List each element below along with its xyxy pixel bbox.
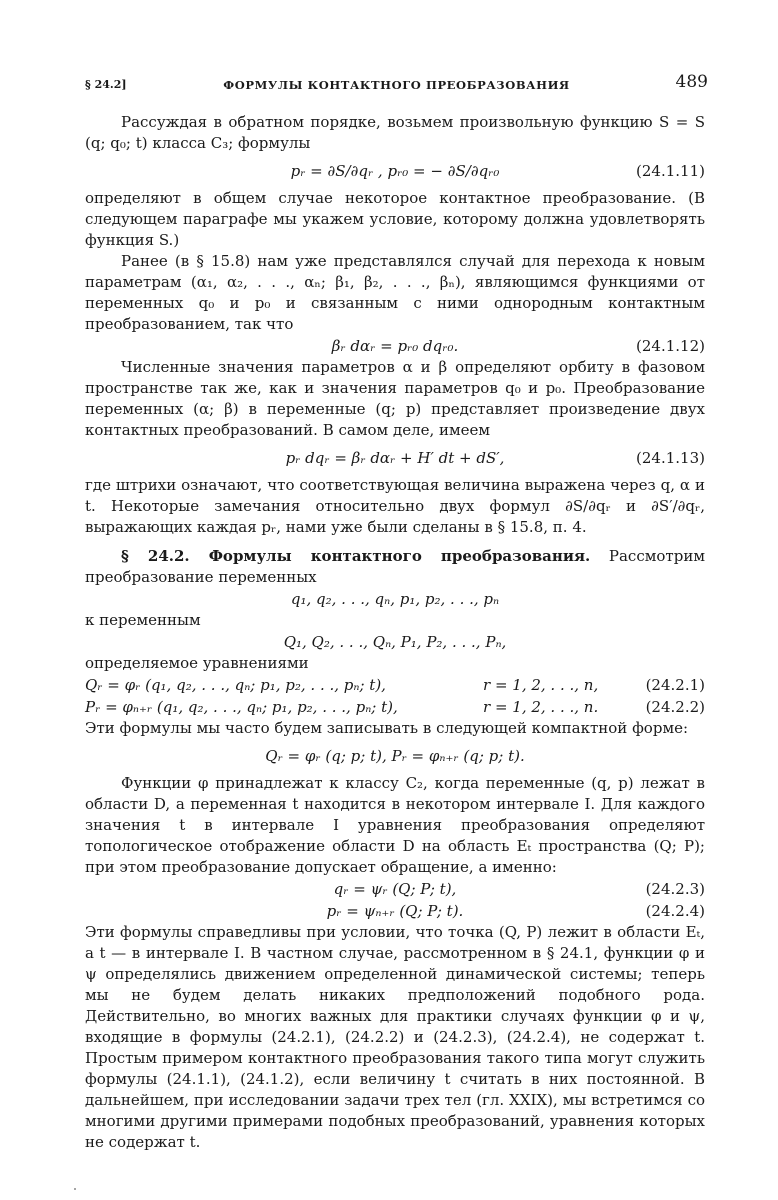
header-section-ref: § 24.2] (85, 78, 127, 91)
equation-24-1-11-number: (24.1.11) (636, 162, 705, 180)
equation-24-2-4-formula: pᵣ = ψₙ₊ᵣ (Q; P; t). (326, 902, 464, 920)
print-speck (74, 1188, 76, 1190)
equation-24-1-11-formula: pᵣ = ∂S/∂qᵣ , pᵣ₀ = − ∂S/∂qᵣ₀ (290, 162, 500, 180)
paragraph-9: Эти формулы мы часто будем записывать в следующей компактной форме: (85, 719, 689, 737)
equation-24-2-1 (85, 674, 705, 696)
equation-compact-formula: Qᵣ = φᵣ (q; p; t), Pᵣ = φₙ₊ᵣ (q; p; t). (265, 747, 525, 765)
paragraph-4: Численные значения параметров α и β определяют орбиту в фазовом пространстве так же, как и значения параметров q₀ и p₀. Преобразование переменных (α; β) в переменные (q; p) представляет произведение двух контактных преобразований. В самом деле, имеем (85, 358, 705, 439)
paragraph-5: где штрихи означают, что соответствующая величина выражена через q, α и t. Некоторые замечания относительно двух формул ∂S/∂qᵣ и ∂S′/∂qᵣ, выражающих каждая pᵣ, нами уже были сделаны в § 15.8, п. 4. (85, 476, 705, 536)
variables-q: q₁, q₂, . . ., qₙ, p₁, p₂, . . ., pₙ (290, 590, 500, 608)
paragraph-11: Эти формулы справедливы при условии, что точка (Q, P) лежит в области Eₜ, а t — в интервале I. В частном случае, рассмотренном в § 24.1, функции φ и ψ определялись движением определенной динамической системы; теперь мы не будем делать никаких предположений подобного рода. Действительно, во многих важных для практики случаях функции φ и ψ, входящие в формулы (24.2.1), (24.2.2) и (24.2.3), (24.2.4), не содержат t. Простым примером контактного преобразования такого типа могут служить формулы (24.1.1), (24.1.2), если величину t считать в них постоянной. В дальнейшем, при исследовании задачи трех тел (гл. XXIX), мы встретимся со многими другими примерами подобных преобразований, уравнения которых не содержат t. (85, 923, 705, 1151)
page-body (85, 112, 705, 1153)
equation-24-1-13-number: (24.1.13) (636, 449, 705, 467)
running-header (85, 72, 708, 96)
variables-q-line (85, 588, 705, 610)
section-title: § 24.2. Формулы контактного преобразования. (121, 547, 591, 565)
equation-24-1-12-formula: βᵣ dαᵣ = pᵣ₀ dqᵣ₀. (331, 337, 459, 355)
paragraph-7: к переменным (85, 611, 201, 629)
header-title: ФОРМУЛЫ КОНТАКТНОГО ПРЕОБРАЗОВАНИЯ (223, 78, 570, 92)
equation-24-2-2-left: Pᵣ = φₙ₊ᵣ (q₁, q₂, . . ., qₙ; p₁, p₂, . . ., pₙ; t), (85, 698, 398, 716)
paragraph-6: Рассмотрим преобразование переменных (85, 547, 705, 586)
page-number: 489 (675, 72, 708, 92)
equation-24-2-2-range: r = 1, 2, . . ., n. (483, 698, 599, 716)
equation-24-2-4 (85, 900, 705, 922)
paragraph-8: определяемое уравнениями (85, 654, 309, 672)
equation-24-1-11 (85, 154, 705, 188)
equation-24-1-13 (85, 441, 705, 475)
equation-24-2-3-number: (24.2.3) (645, 880, 705, 898)
equation-24-2-2-number: (24.2.2) (645, 698, 705, 716)
equation-24-1-12 (85, 335, 705, 357)
section-paragraph (85, 546, 705, 588)
paragraph-1: Рассуждая в обратном порядке, возьмем произвольную функцию S = S (q; q₀; t) класса C₃; формулы (85, 113, 705, 152)
paragraph-2: определяют в общем случае некоторое контактное преобразование. (В следующем параграфе мы укажем условие, которому должна удовлетворять функция S.) (85, 189, 705, 249)
equation-24-2-2 (85, 696, 705, 718)
equation-24-2-4-number: (24.2.4) (645, 902, 705, 920)
equation-24-1-13-formula: pᵣ dqᵣ = βᵣ dαᵣ + H′ dt + dS′, (285, 449, 505, 467)
equation-24-2-1-range: r = 1, 2, . . ., n, (483, 676, 599, 694)
variables-Q-line (85, 631, 705, 653)
paragraph-10: Функции φ принадлежат к классу C₂, когда переменные (q, p) лежат в области D, а переменная t находится в некотором интервале I. Для каждого значения t в интервале I уравнения преобразования определяют топологическое отображение области D на область Eₜ пространства (Q; P); при этом преобразование допускает обращение, а именно: (85, 774, 705, 876)
equation-compact (85, 739, 705, 773)
equation-24-2-3-formula: qᵣ = ψᵣ (Q; P; t), (333, 880, 457, 898)
equation-24-2-3 (85, 878, 705, 900)
paragraph-3: Ранее (в § 15.8) нам уже представлялся случай для перехода к новым параметрам (α₁, α₂, . . ., αₙ; β₁, β₂, . . ., βₙ), являющимся функциями от переменных q₀ и p₀ и связанным с ними однородным контактным преобразованием, так что (85, 252, 705, 333)
equation-24-2-1-number: (24.2.1) (645, 676, 705, 694)
equation-24-2-1-left: Qᵣ = φᵣ (q₁, q₂, . . ., qₙ; p₁, p₂, . . ., pₙ; t), (85, 676, 386, 694)
variables-Q: Q₁, Q₂, . . ., Qₙ, P₁, P₂, . . ., Pₙ, (283, 633, 507, 651)
equation-24-1-12-number: (24.1.12) (636, 337, 705, 355)
